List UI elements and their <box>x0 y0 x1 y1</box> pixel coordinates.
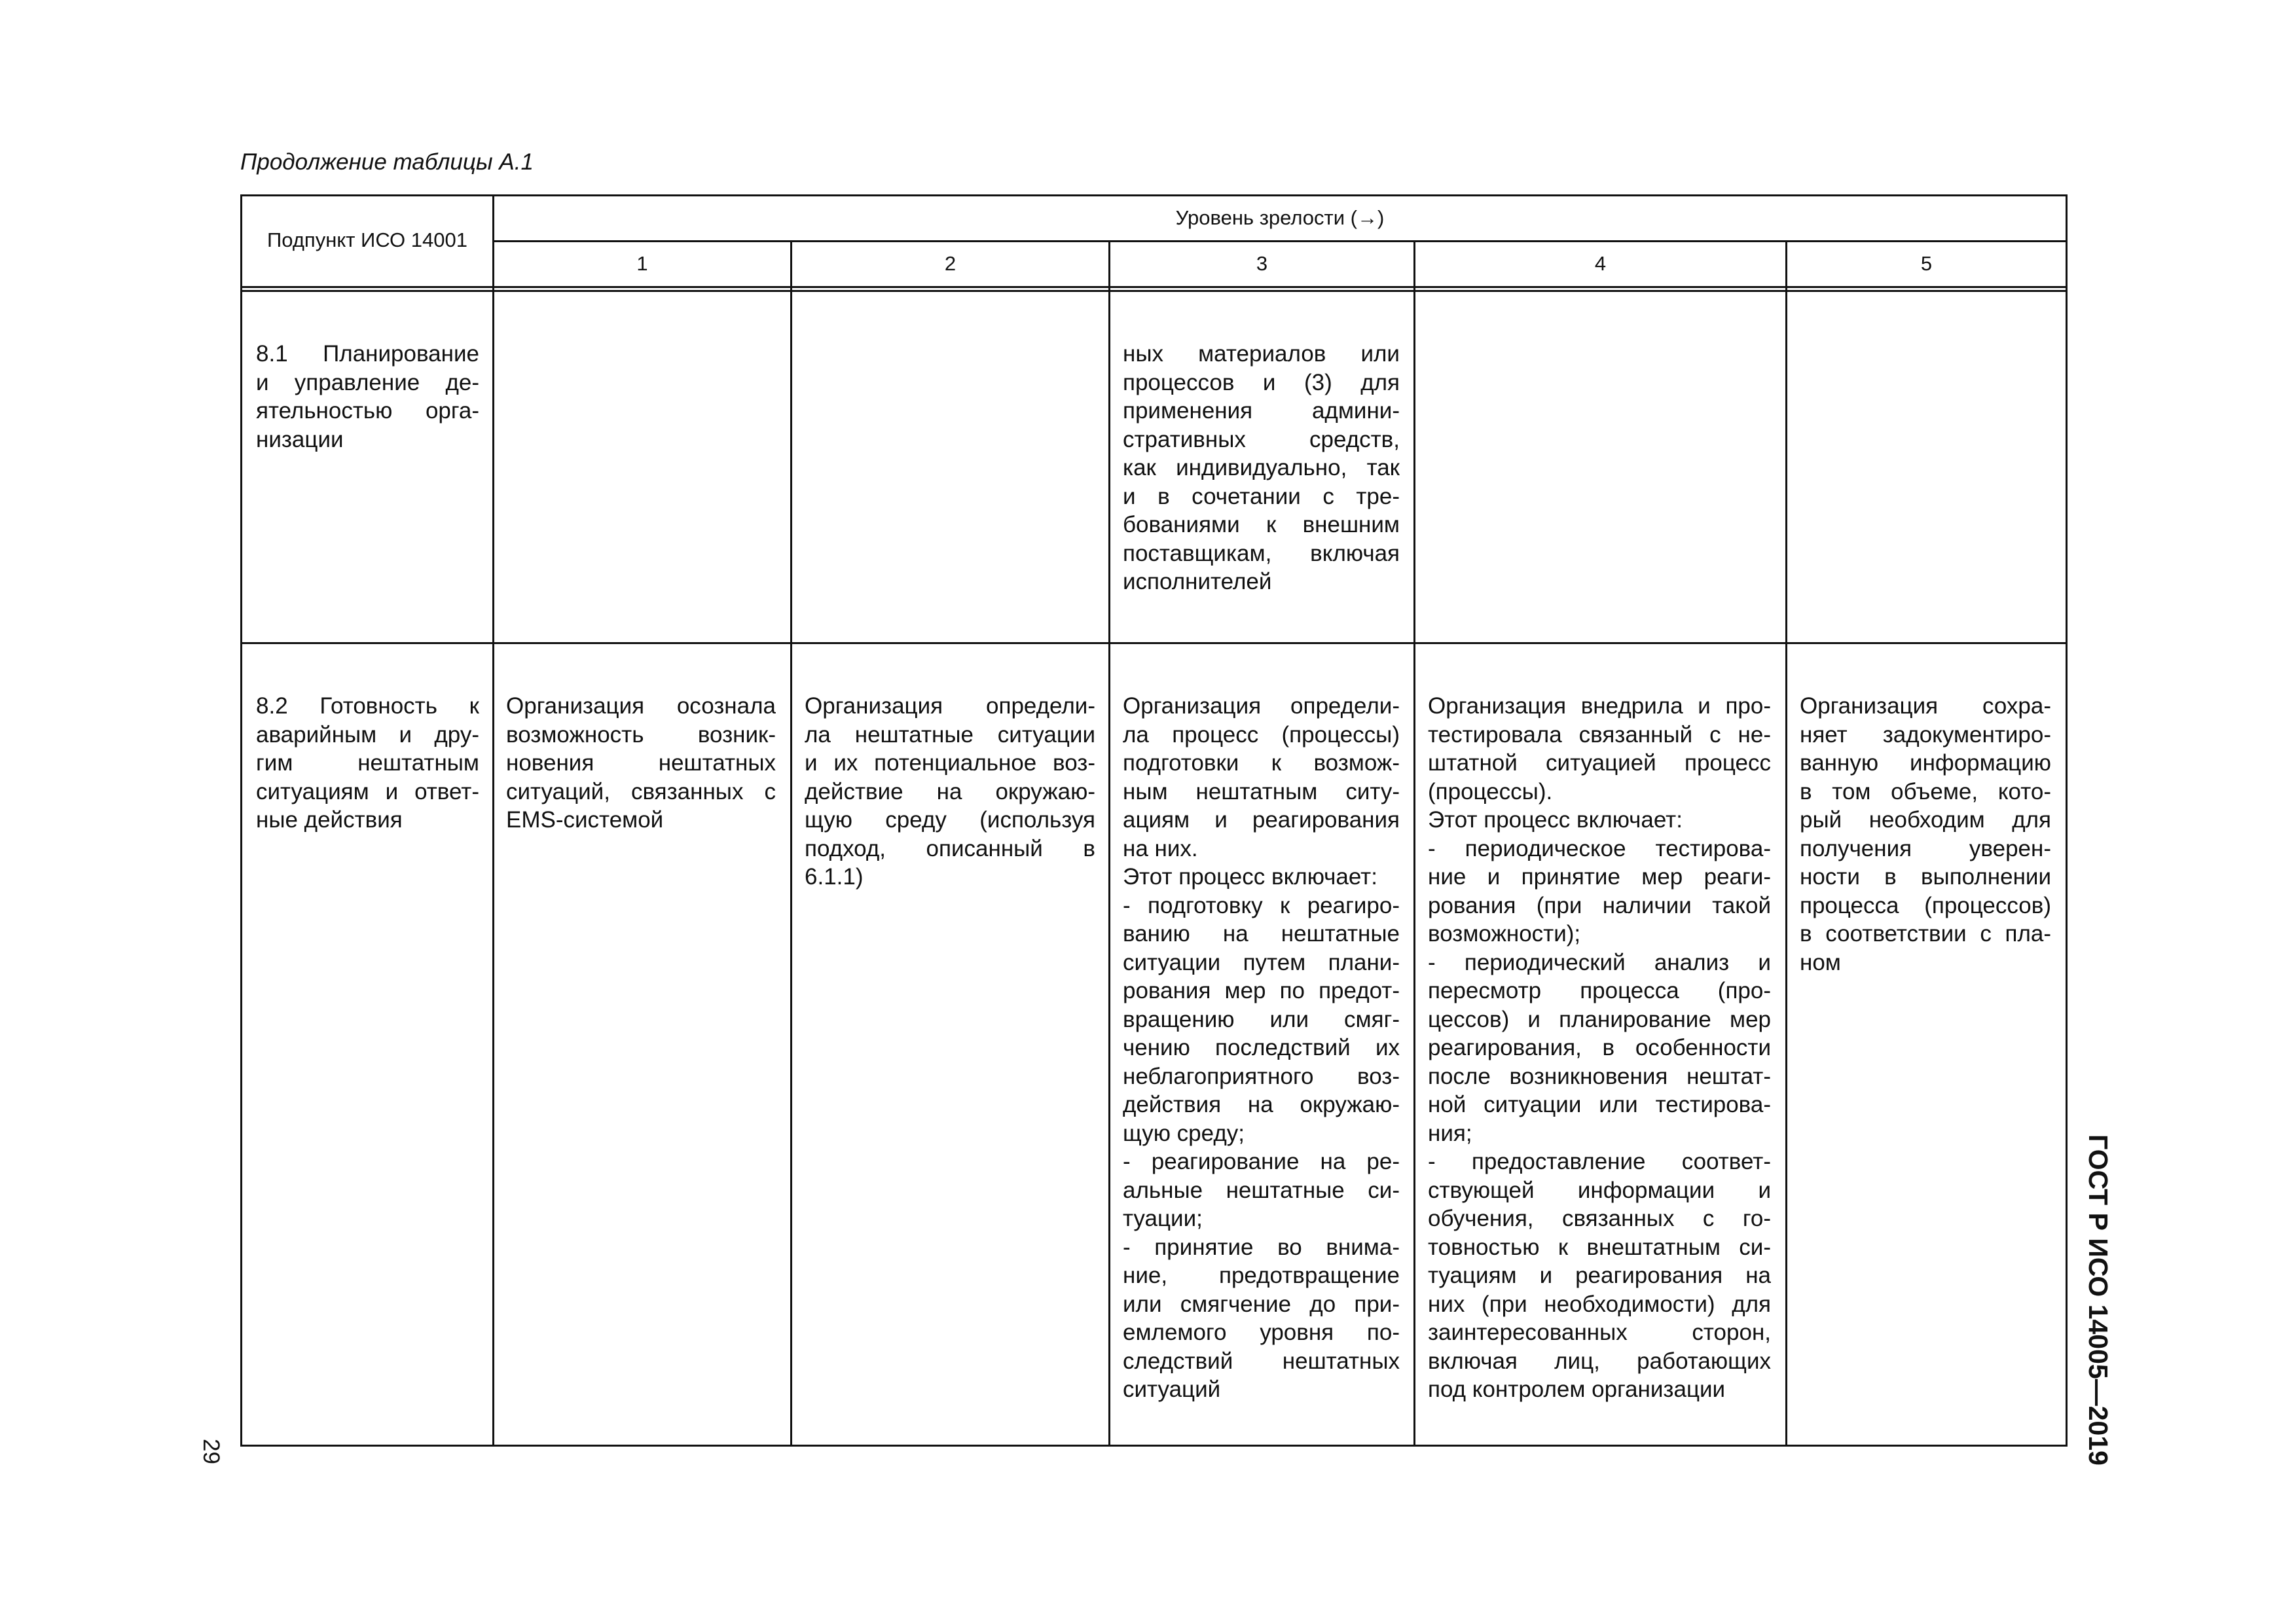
row-8-2-subclause <box>256 692 479 835</box>
cell-line: исполнителей <box>1123 569 1272 594</box>
header-subclause: Подпункт ИСО 14001 <box>267 228 467 251</box>
cell-line: в соответствии с пла- <box>1800 921 2051 947</box>
cell-line: Организация определи- <box>1123 693 1400 719</box>
cell-line: няет задокументиро- <box>1800 721 2051 748</box>
cell-line: щую среду (используя <box>805 807 1095 833</box>
header-level-2: 2 <box>944 252 957 275</box>
cell-line: Организация определи- <box>805 693 1095 719</box>
row-8-2-level-4 <box>1428 692 1771 1404</box>
cell-line: гим нештатным <box>256 750 479 776</box>
cell-line: или смягчение до при- <box>1123 1291 1400 1317</box>
cell-line: штатной ситуацией процесс <box>1428 750 1771 776</box>
cell-line: и их потенциальное воз- <box>805 750 1095 776</box>
cell-line: ным нештатным ситу- <box>1123 778 1400 804</box>
cell-line: поставщикам, включая <box>1123 540 1400 566</box>
cell-line: чению последствий их <box>1123 1035 1400 1060</box>
cell-line: и в сочетании с тре- <box>1123 483 1400 509</box>
header-level-4: 4 <box>1594 252 1607 275</box>
cell-line: следствий нештатных <box>1123 1348 1400 1374</box>
cell-line: пересмотр процесса (про- <box>1428 978 1771 1003</box>
cell-line: неблагоприятного воз- <box>1123 1063 1400 1089</box>
cell-line: (процессы). <box>1428 778 1553 804</box>
row-8-1-subclause <box>256 340 479 454</box>
row-8-2-level-2 <box>805 692 1095 892</box>
cell-line: рования мер по предот- <box>1123 978 1400 1003</box>
cell-line: ности в выполнении <box>1800 864 2051 890</box>
row-8-1-level-3 <box>1123 340 1400 596</box>
header-level-3: 3 <box>1256 252 1268 275</box>
cell-line: туациям и реагирования на <box>1428 1263 1771 1288</box>
cell-line: новения нештатных <box>506 750 776 776</box>
row-8-2-level-5 <box>1800 692 2051 977</box>
cell-line: действие на окружаю- <box>805 778 1095 804</box>
cell-line: вращению или смяг- <box>1123 1006 1400 1032</box>
cell-line: EMS-системой <box>506 807 664 833</box>
cell-line: ситуаций, связанных с <box>506 778 776 804</box>
cell-line: низации <box>256 426 344 452</box>
cell-line: получения уверен- <box>1800 835 2051 861</box>
cell-line: как индивидуально, так <box>1123 455 1400 480</box>
cell-line: ние и принятие мер реаги- <box>1428 864 1771 890</box>
cell-line: процессов и (3) для <box>1123 369 1400 395</box>
header-level-1: 1 <box>636 252 648 275</box>
cell-line: - периодическое тестирова- <box>1428 835 1771 861</box>
cell-line: на них. <box>1123 835 1198 861</box>
cell-line: щую среду; <box>1123 1120 1245 1146</box>
document-designation: ГОСТ Р ИСО 14005—2019 <box>2083 1134 2113 1466</box>
cell-line: подготовки к возмож- <box>1123 750 1400 776</box>
row-8-2-level-3 <box>1123 692 1400 1404</box>
header-maturity-level: Уровень зрелости (→) <box>1175 206 1385 229</box>
cell-line: ствующей информации и <box>1428 1177 1771 1203</box>
cell-line: аварийным и дру- <box>256 721 479 748</box>
cell-line: ванию на нештатные <box>1123 921 1400 947</box>
cell-line: Организация сохра- <box>1800 693 2051 719</box>
cell-line: рый необходим для <box>1800 807 2051 833</box>
cell-line: включая лиц, работающих <box>1428 1348 1771 1374</box>
cell-line: ных материалов или <box>1123 341 1400 367</box>
cell-line: ном <box>1800 949 1841 975</box>
cell-line: цессов) и планирование мер <box>1428 1006 1771 1032</box>
page-number: 29 <box>198 1439 224 1464</box>
cell-line: ные действия <box>256 807 403 833</box>
cell-line: ние, предотвращение <box>1123 1263 1400 1288</box>
cell-line: ациям и реагирования <box>1123 807 1400 833</box>
cell-line: и управление де- <box>256 369 479 395</box>
cell-line: ной ситуации или тестирова- <box>1428 1092 1771 1117</box>
cell-line: ятельностью орга- <box>256 398 479 424</box>
cell-line: в том объеме, кото- <box>1800 778 2051 804</box>
cell-line: подход, описанный в <box>805 835 1095 861</box>
cell-line: бованиями к внешним <box>1123 512 1400 537</box>
table-caption: Продолжение таблицы А.1 <box>240 149 534 175</box>
cell-line: 8.2 Готовность к <box>256 693 479 719</box>
cell-line: ния; <box>1428 1120 1472 1146</box>
cell-line: рования (при наличии такой <box>1428 892 1771 918</box>
cell-line: туации; <box>1123 1206 1203 1231</box>
cell-line: реагирования, в особенности <box>1428 1035 1771 1060</box>
cell-line: возможности); <box>1428 921 1581 947</box>
cell-line: альные нештатные си- <box>1123 1177 1400 1203</box>
cell-line: 8.1 Планирование <box>256 341 479 367</box>
cell-line: ла процесс (процессы) <box>1123 721 1400 748</box>
cell-line: ванную информацию <box>1800 750 2051 776</box>
cell-line: ситуации путем плани- <box>1123 949 1400 975</box>
cell-line: после возникновения нештат- <box>1428 1063 1771 1089</box>
cell-line: ситуаций <box>1123 1377 1221 1402</box>
header-level-5: 5 <box>1920 252 1933 275</box>
cell-line: ситуациям и ответ- <box>256 778 479 804</box>
cell-line: 6.1.1) <box>805 864 864 890</box>
cell-line: Этот процесс включает: <box>1428 807 1683 833</box>
maturity-table <box>240 194 2068 1447</box>
cell-line: заинтересованных сторон, <box>1428 1320 1771 1345</box>
cell-line: возможность возник- <box>506 721 776 748</box>
cell-line: Организация осознала <box>506 693 776 719</box>
cell-line: стративных средств, <box>1123 426 1400 452</box>
cell-line: - реагирование на ре- <box>1123 1149 1400 1174</box>
cell-line: тестировала связанный с не- <box>1428 721 1771 748</box>
cell-line: - периодический анализ и <box>1428 949 1771 975</box>
cell-line: ла нештатные ситуации <box>805 721 1095 748</box>
cell-line: них (при необходимости) для <box>1428 1291 1771 1317</box>
cell-line: процесса (процессов) <box>1800 892 2051 918</box>
cell-line: Этот процесс включает: <box>1123 864 1377 890</box>
cell-line: емлемого уровня по- <box>1123 1320 1400 1345</box>
cell-line: под контролем организации <box>1428 1377 1726 1402</box>
cell-line: Организация внедрила и про- <box>1428 693 1771 719</box>
cell-line: - подготовку к реагиро- <box>1123 892 1400 918</box>
row-8-2-level-1 <box>506 692 776 835</box>
cell-line: применения админи- <box>1123 398 1400 424</box>
cell-line: - предоставление соответ- <box>1428 1149 1771 1174</box>
cell-line: - принятие во внима- <box>1123 1234 1400 1260</box>
cell-line: товностью к внештатным си- <box>1428 1234 1771 1260</box>
cell-line: действия на окружаю- <box>1123 1092 1400 1117</box>
cell-line: обучения, связанных с го- <box>1428 1206 1771 1231</box>
